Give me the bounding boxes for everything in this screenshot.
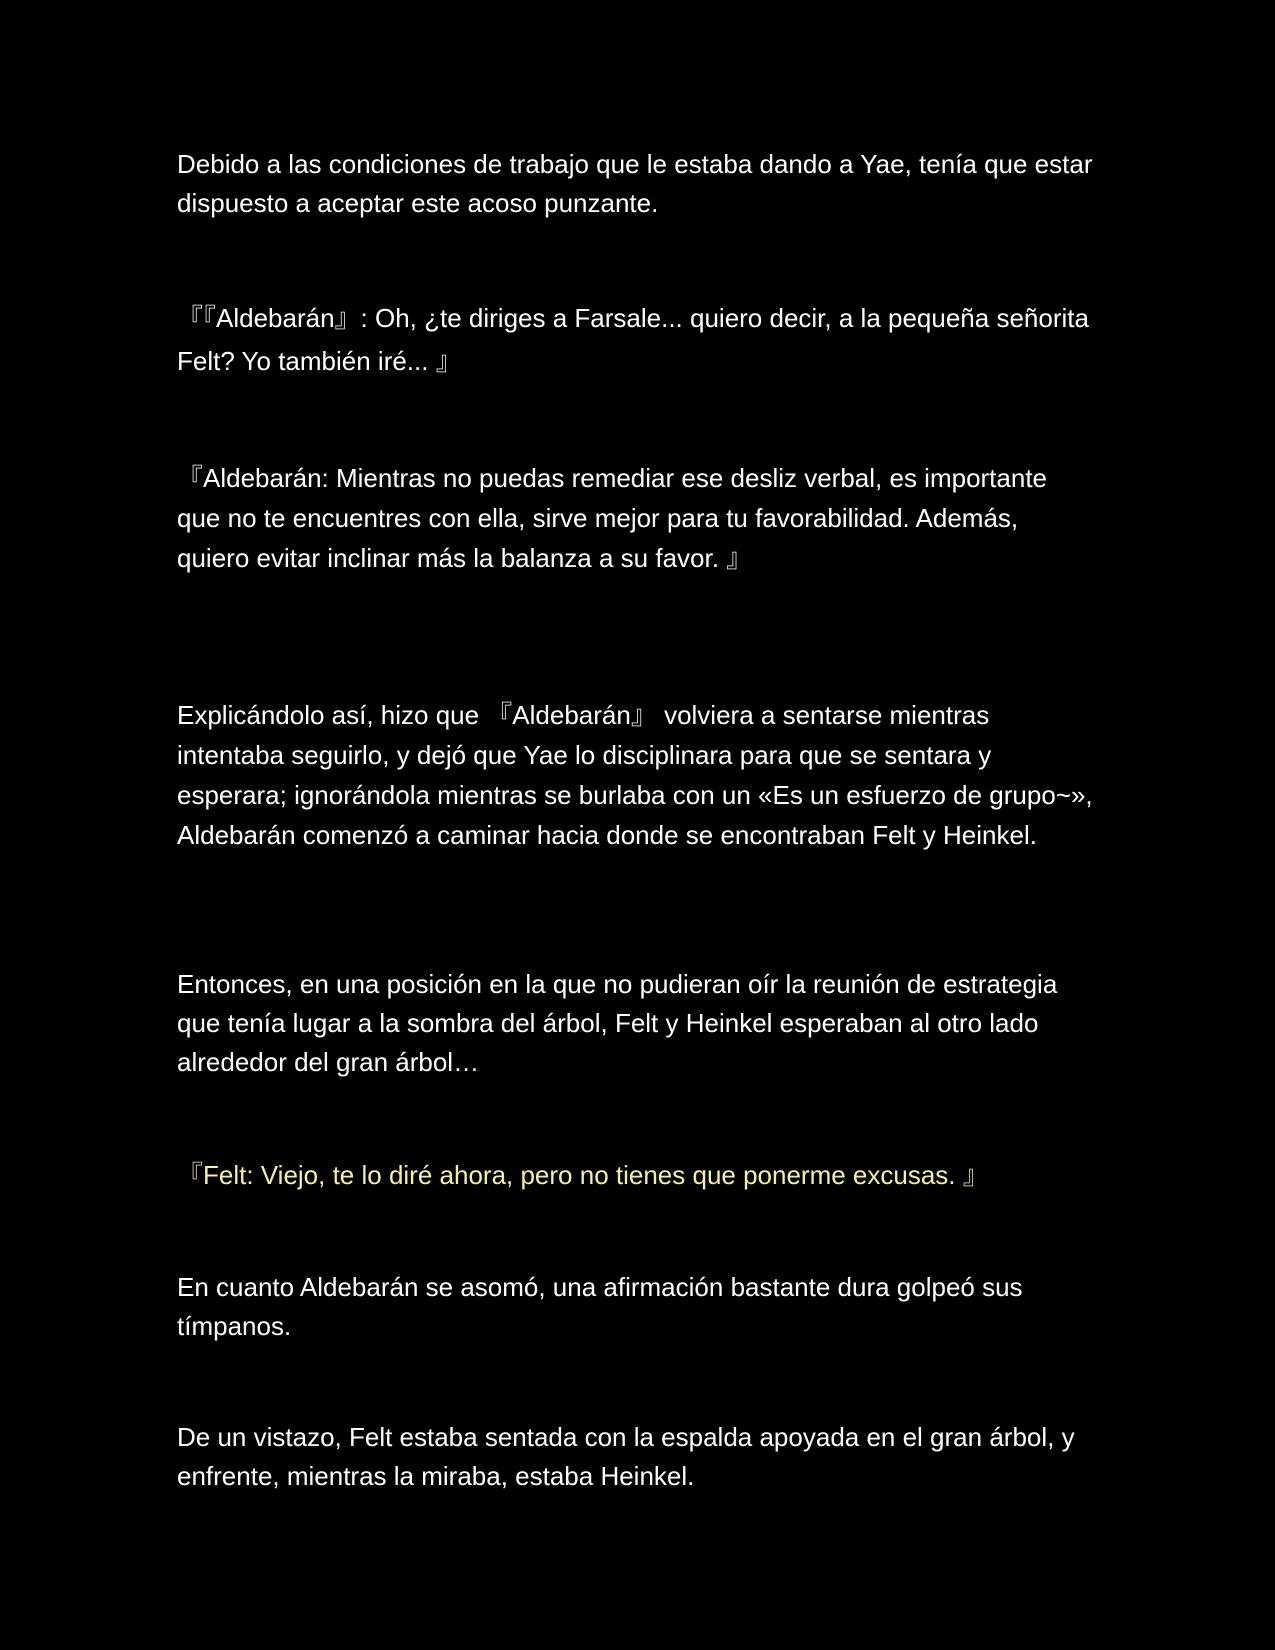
dialogue-aldebaran-paragraph: 『Aldebarán: Mientras no puedas remediar ese desliz verbal, es importante que no te encuentres con ella, sirve mejor para tu favorabilidad. Además, quiero evitar inclinar más la balanza a su favor. 』 (177, 463, 1048, 573)
narration-paragraph: Entonces, en una posición en la que no pudieran oír la reunión de estrategia que tenía lugar a la sombra del árbol, Felt y Heinkel esperaban al otro lado alrededor del gran árbol… (177, 969, 1058, 1077)
narration-paragraph: Debido a las condiciones de trabajo que le estaba dando a Yae, tenía que estar dispuesto a aceptar este acoso punzante. (177, 149, 1093, 218)
narration-paragraph: En cuanto Aldebarán se asomó, una afirmación bastante dura golpeó sus tímpanos. (177, 1272, 1023, 1341)
narration-paragraph: De un vistazo, Felt estaba sentada con la espalda apoyada en el gran árbol, y enfrente, mientras la miraba, estaba Heinkel. (177, 1422, 1075, 1491)
narration-paragraph: Explicándolo así, hizo que 『Aldebarán』 volviera a sentarse mientras intentaba seguirlo, y dejó que Yae lo disciplinara para que se sentara y esperara; ignorándola mientras se burlaba con un «Es un esfuerzo de grupo~», Aldebarán comenzó a caminar hacia donde se encontraban Felt y Heinkel. (177, 700, 1093, 850)
dialogue-aldebaran-paragraph: 『『Aldebarán』: Oh, ¿te diriges a Farsale... quiero decir, a la pequeña señorita Felt? Yo también iré... 』 (177, 303, 1089, 376)
dialogue-felt-paragraph: 『Felt: Viejo, te lo diré ahora, pero no tienes que ponerme excusas. 』 (177, 1160, 989, 1190)
